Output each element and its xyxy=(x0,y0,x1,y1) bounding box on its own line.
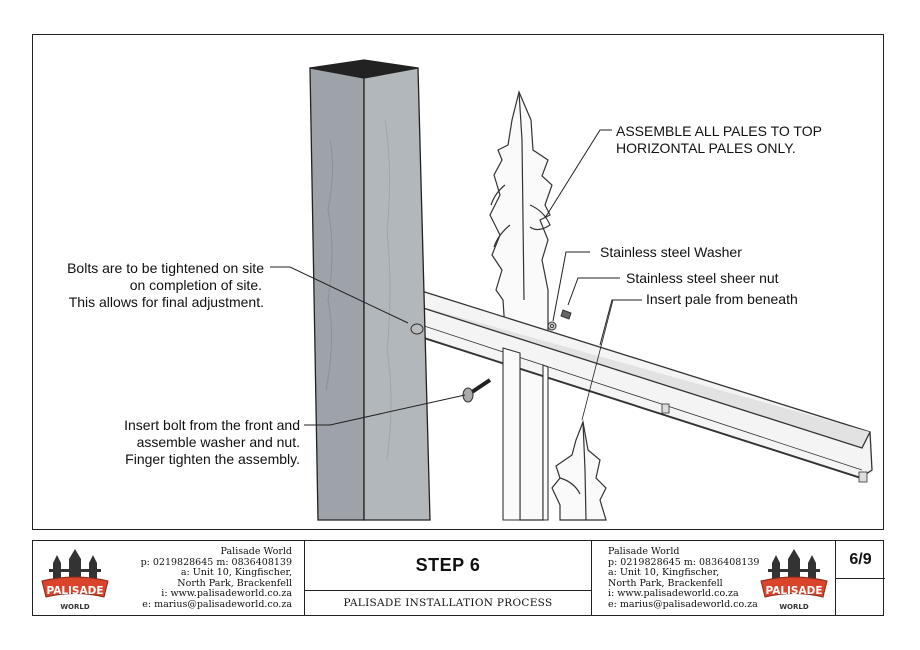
bolts-note-line2: on completion of site. xyxy=(129,277,262,293)
phone-text: p: 0219828645 m: 0836408139 xyxy=(140,556,292,568)
palisade-pale-front-lower xyxy=(552,422,606,520)
washer-label: Stainless steel Washer xyxy=(600,244,742,260)
sheer-nut-label: Stainless steel sheer nut xyxy=(626,270,779,286)
company-name: Palisade World xyxy=(608,546,680,557)
bolts-note-line1: Bolts are to be tightened on site xyxy=(67,260,264,276)
email-text: e: marius@palisadeworld.co.za xyxy=(608,598,758,610)
contact-details-left xyxy=(141,547,292,611)
page-number: 6/9 xyxy=(836,541,885,579)
website-text: i: www.palisadeworld.co.za xyxy=(608,588,739,600)
assemble-pales-note-line1: ASSEMBLE ALL PALES TO TOP xyxy=(616,123,822,139)
insert-bolt-note-line1: Insert bolt from the front and xyxy=(124,417,300,433)
insert-bolt-note-line3: Finger tighten the assembly. xyxy=(125,451,300,467)
website-text: i: www.palisadeworld.co.za xyxy=(161,588,292,600)
svg-text:WORLD: WORLD xyxy=(60,603,90,611)
bolts-note-line3: This allows for final adjustment. xyxy=(68,294,264,310)
insert-pale-label: Insert pale from beneath xyxy=(646,291,798,307)
process-title: PALISADE INSTALLATION PROCESS xyxy=(343,597,553,609)
insert-bolt-note-line2: assemble washer and nut. xyxy=(136,434,300,450)
contact-details-right xyxy=(608,547,759,611)
palisade-world-logo-icon xyxy=(39,545,111,613)
address-line1: a: Unit 10, Kingfischer, xyxy=(180,567,292,579)
horizontal-rail xyxy=(398,288,872,482)
svg-text:WORLD: WORLD xyxy=(779,603,809,611)
email-text: e: marius@palisadeworld.co.za xyxy=(142,598,292,610)
step-title: STEP 6 xyxy=(305,541,591,591)
palisade-world-logo-icon xyxy=(758,545,830,613)
title-block-left xyxy=(33,541,305,615)
company-name: Palisade World xyxy=(220,546,292,557)
title-block xyxy=(32,540,884,616)
address-line2: North Park, Brackenfell xyxy=(608,577,723,589)
address-line1: a: Unit 10, Kingfischer, xyxy=(608,567,720,579)
title-block-right xyxy=(591,541,836,615)
steel-post xyxy=(310,60,430,520)
phone-text: p: 0219828645 m: 0836408139 xyxy=(608,556,760,568)
svg-text:PALISADE: PALISADE xyxy=(765,585,823,597)
assemble-pales-note-line2: HORIZONTAL PALES ONLY. xyxy=(616,140,796,156)
address-line2: North Park, Brackenfell xyxy=(177,577,292,589)
svg-text:PALISADE: PALISADE xyxy=(46,585,104,597)
